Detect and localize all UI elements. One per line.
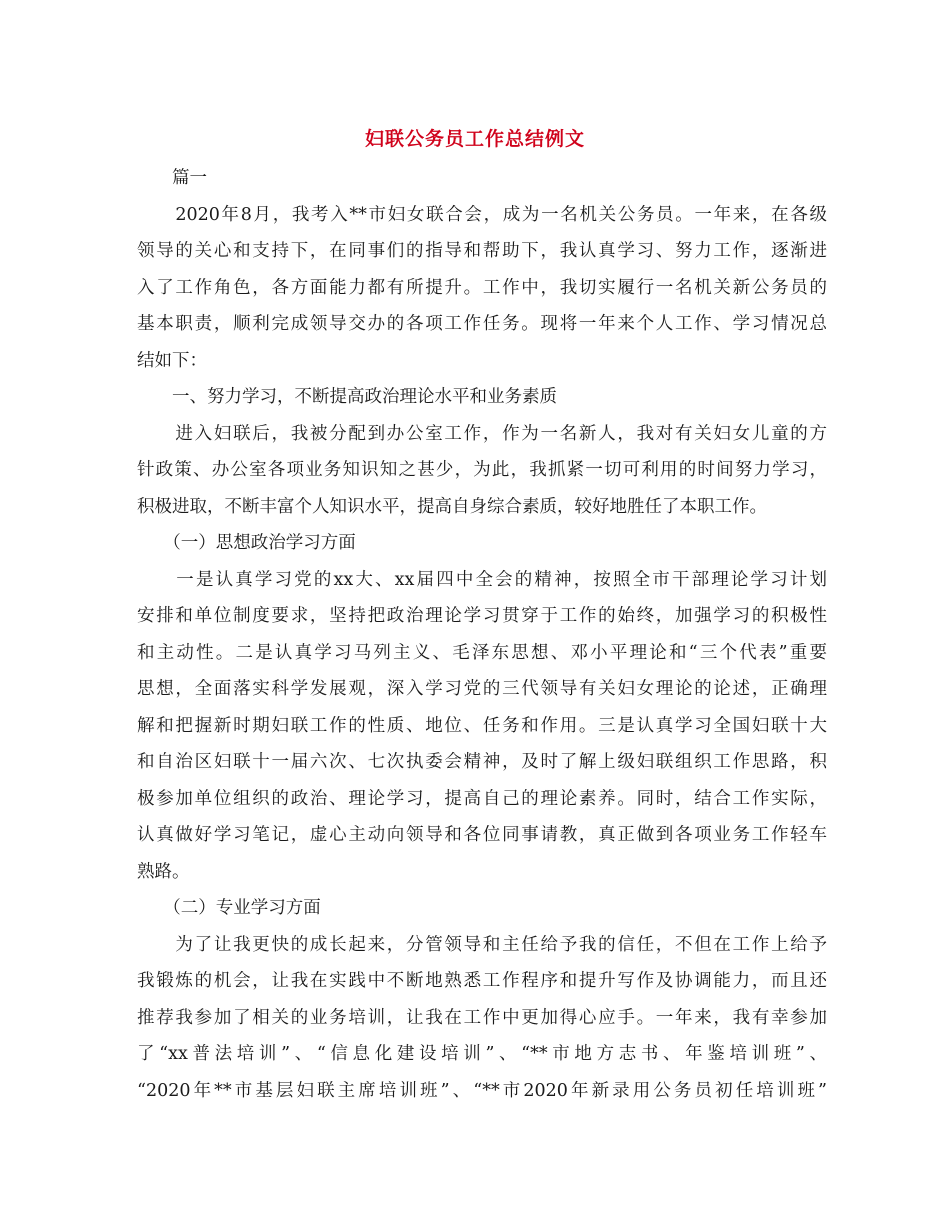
subheading-line: （一）思想政治学习方面 bbox=[137, 533, 356, 553]
paragraph-line: 解和把握新时期妇联工作的性质、地位、任务和作用。三是认真学习全国妇联十大 bbox=[137, 715, 827, 736]
paragraph-line: 入了工作角色，各方面能力都有所提升。工作中，我切实履行一名机关新公务员的 bbox=[137, 277, 827, 298]
paragraph-line: 推荐我参加了相关的业务培训，让我在工作中更加得心应手。一年来，我有幸参加 bbox=[137, 1007, 827, 1028]
document-title: 妇联公务员工作总结例文 bbox=[364, 128, 585, 150]
paragraph-line: 和主动性。二是认真学习马列主义、毛泽东思想、邓小平理论和“三个代表”重要 bbox=[137, 642, 827, 663]
paragraph-line: 安排和单位制度要求，坚持把政治理论学习贯穿于工作的始终，加强学习的积极性 bbox=[137, 606, 827, 626]
paragraph-line: 积极进取，不断丰富个人知识水平，提高自身综合素质，较好地胜任了本职工作。 bbox=[137, 496, 767, 517]
document-body bbox=[137, 160, 827, 1109]
paragraph-line: 基本职责，顺利完成领导交办的各项工作任务。现将一年来个人工作、学习情况总 bbox=[137, 314, 827, 334]
paragraph-line: 进入妇联后，我被分配到办公室工作，作为一名新人，我对有关妇女儿童的方 bbox=[137, 423, 827, 444]
paragraph-line: 思想，全面落实科学发展观，深入学习党的三代领导有关妇女理论的论述，正确理 bbox=[137, 679, 827, 699]
paragraph-line: 为了让我更快的成长起来，分管领导和主任给予我的信任，不但在工作上给予 bbox=[137, 934, 827, 955]
paragraph-line: “2020年**市基层妇联主席培训班”、“**市2020年新录用公务员初任培训班” bbox=[137, 1080, 827, 1101]
subheading-line: （二）专业学习方面 bbox=[137, 898, 321, 918]
paragraph-line: 领导的关心和支持下，在同事们的指导和帮助下，我认真学习、努力工作，逐渐进 bbox=[137, 241, 827, 261]
paragraph-line: 结如下： bbox=[137, 350, 207, 371]
paragraph-line: 一是认真学习党的xx大、xx届四中全会的精神，按照全市干部理论学习计划 bbox=[137, 569, 827, 590]
paragraph-line: 2020年8月，我考入**市妇女联合会，成为一名机关公务员。一年来，在各级 bbox=[137, 204, 827, 225]
paragraph-line: 极参加单位组织的政治、理论学习，提高自己的理论素养。同时，结合工作实际， bbox=[137, 788, 827, 809]
paragraph-line: 熟路。 bbox=[137, 861, 190, 882]
paragraph-line: 我锻炼的机会，让我在实践中不断地熟悉工作程序和提升写作及协调能力，而且还 bbox=[137, 971, 827, 991]
section-label bbox=[137, 160, 827, 197]
heading-line: 一、努力学习，不断提高政治理论水平和业务素质 bbox=[137, 387, 557, 407]
paragraph-line: 针政策、办公室各项业务知识知之甚少，为此，我抓紧一切可利用的时间努力学习， bbox=[137, 460, 827, 480]
paragraph-line: 了“xx普法培训”、“信息化建设培训”、“**市地方志书、年鉴培训班”、 bbox=[137, 1044, 827, 1064]
paragraph-line: 认真做好学习笔记，虚心主动向领导和各位同事请教，真正做到各项业务工作轻车 bbox=[137, 825, 827, 845]
section-label-text: 篇一 bbox=[172, 168, 207, 188]
paragraph-line: 和自治区妇联十一届六次、七次执委会精神，及时了解上级妇联组织工作思路，积 bbox=[137, 752, 827, 772]
